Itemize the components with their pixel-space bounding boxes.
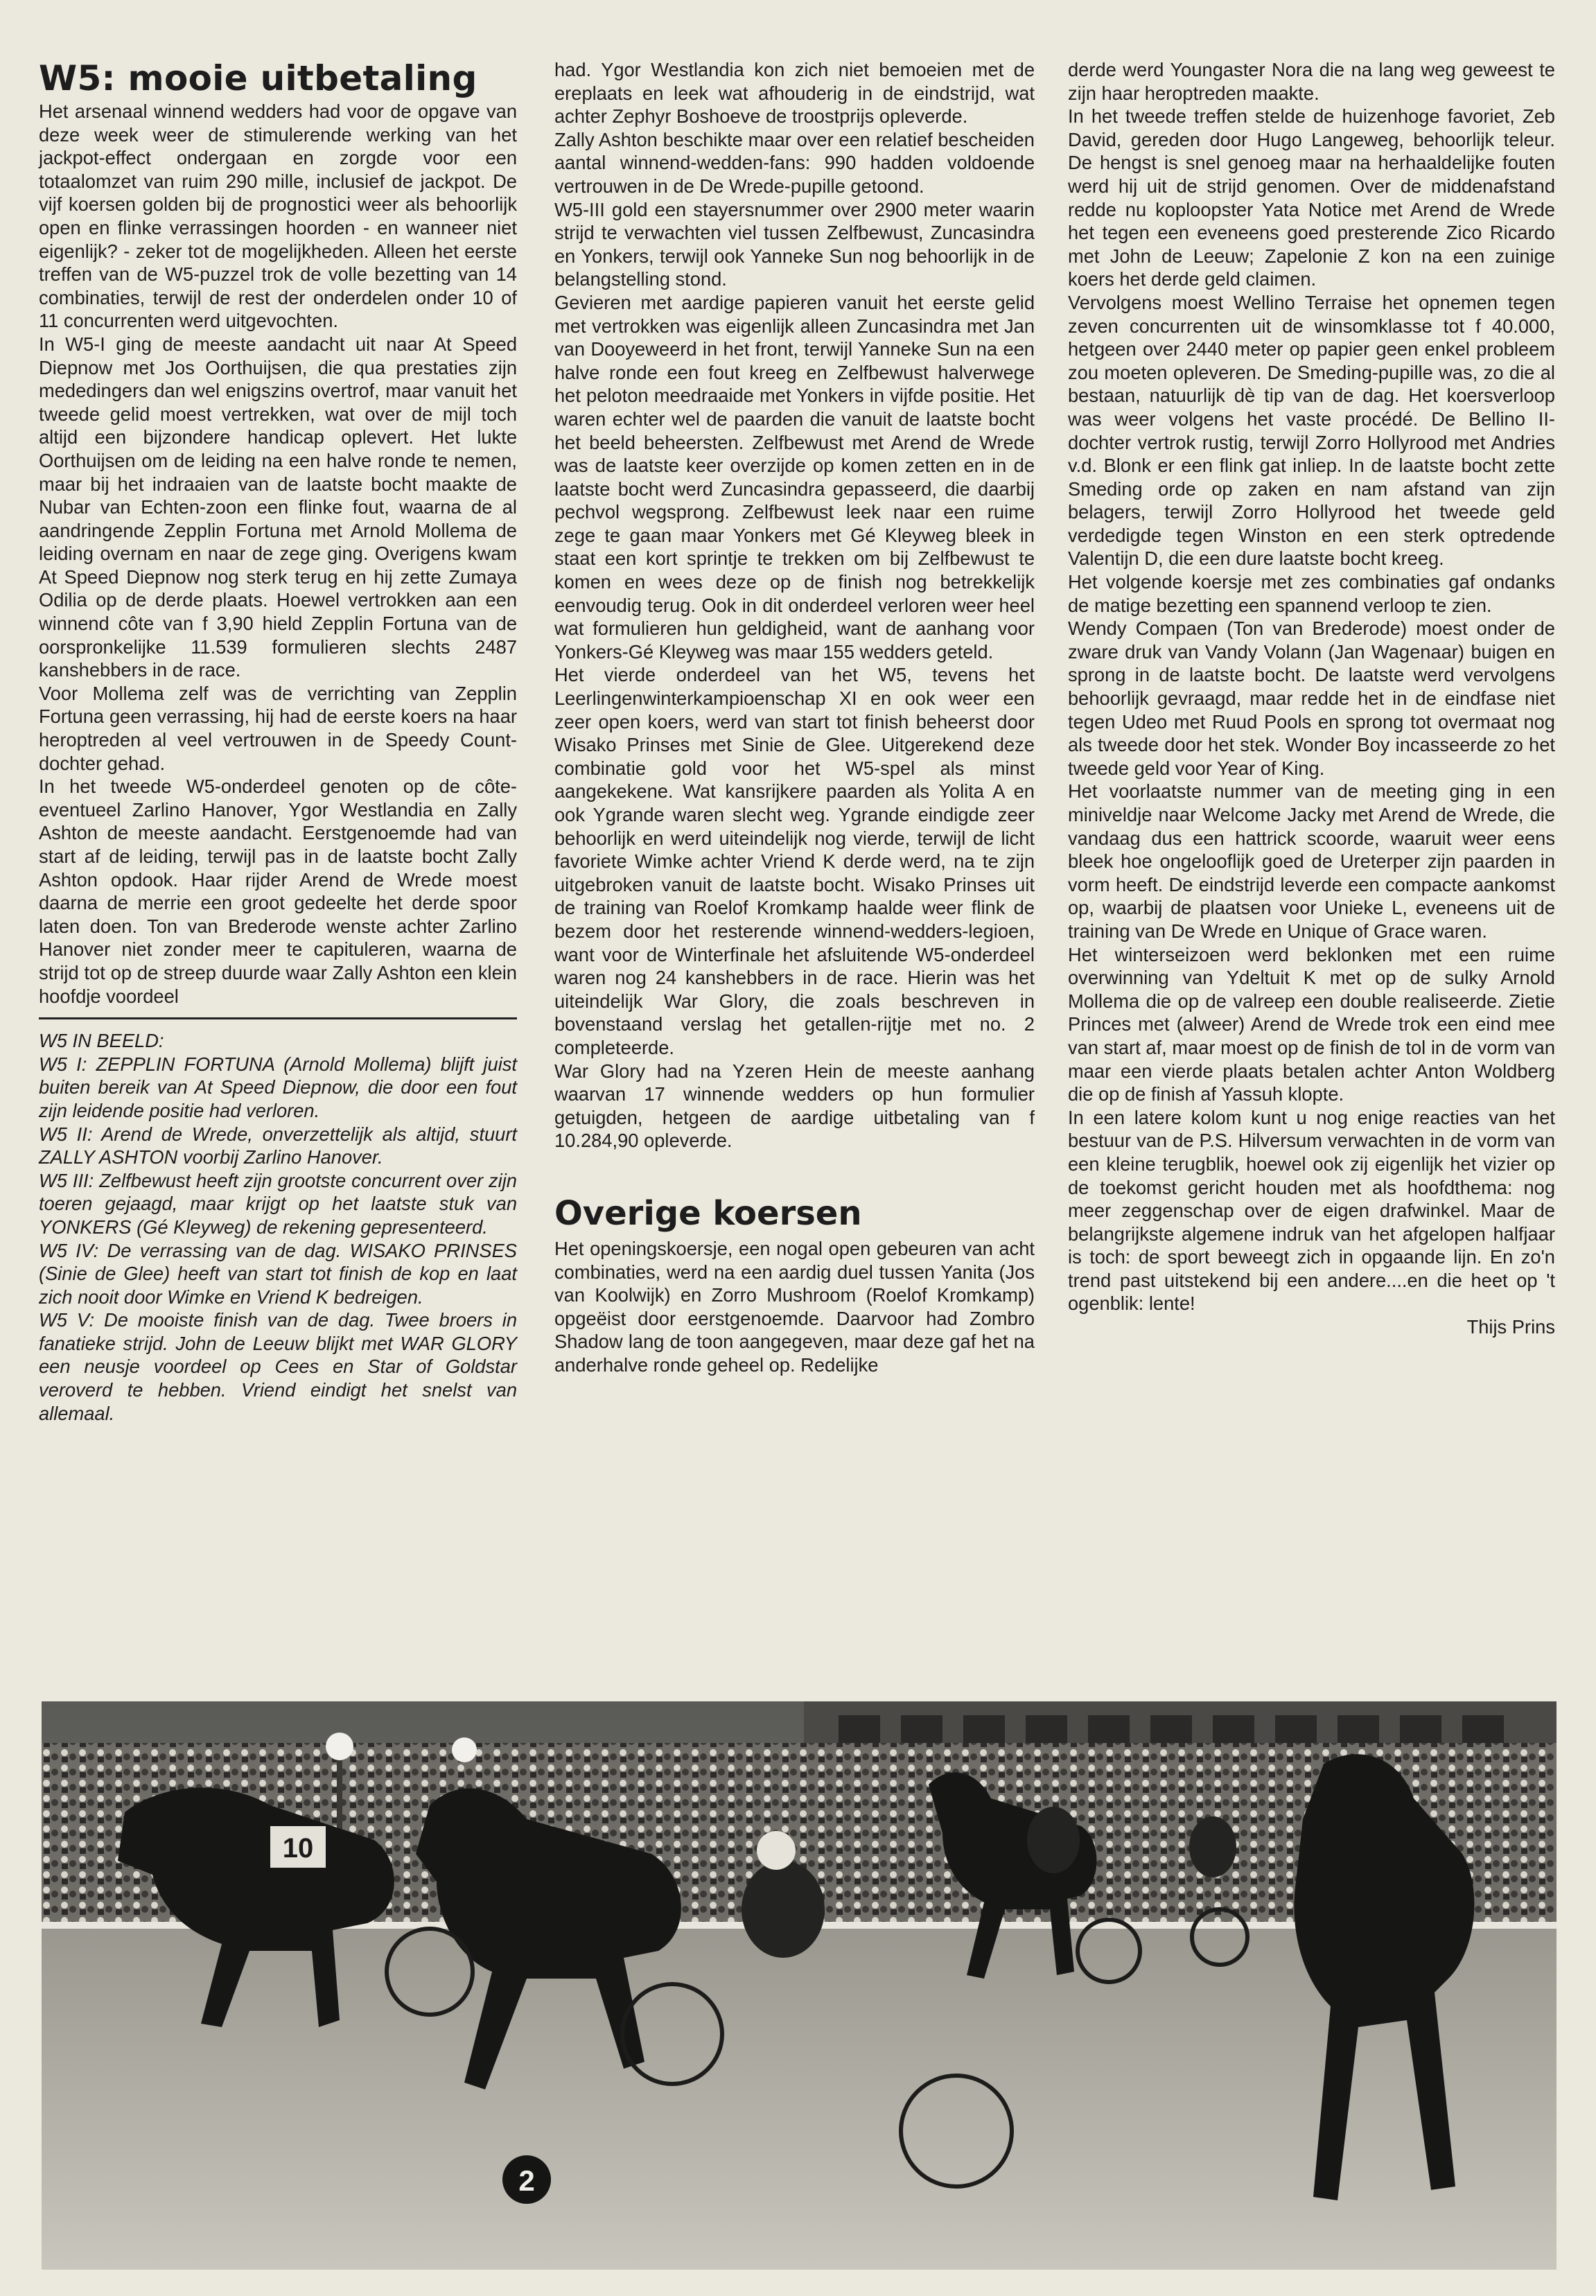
w5-in-beeld-box <box>39 1029 517 1425</box>
paragraph: Gevieren met aardige papieren vanuit het eerste gelid met vertrokken was eigenlijk alleen Zuncasindra met Jan van Dooyeweerd in het front, terwijl Yanneke Sun na een halve ronde een fout kreeg en Zelfbewust halverwege het peloton meedraaide met Yonkers in vijfde positie. Het waren echter wel de paarden die vanuit de laatste bocht het beeld beheersten. Zelfbewust met Arend de Wrede was de laatste keer overzijde op komen zetten en in de laatste bocht werd Zuncasindra gepasseerd, die daarbij pechvol wegsprong. Zelfbewust leek naar een ruime zege te gaan maar Yonkers met Gé Kleyweg bleek in staat een kort sprintje te trekken om bij Zelfbewust te komen en wees deze op de finish nog betrekkelijk eenvoudig terug. Ook in dit onderdeel verloren weer heel wat formulieren hun geldigheid, want de aanhang voor Yonkers-Gé Kleyweg was maar 155 wedders geteld. <box>554 291 1035 663</box>
section-subheadline: Overige koersen <box>554 1193 862 1233</box>
beeld-caption: W5 I: ZEPPLIN FORTUNA (Arnold Mollema) blijft juist buiten bereik van At Speed Diepnow, die door een fout zijn leidende positie had verloren. <box>39 1053 517 1121</box>
column-3 <box>1068 58 1555 1339</box>
paragraph: had. Ygor Westlandia kon zich niet bemoeien met de ereplaats en leek wat afhouderig in de eindstrijd, wat achter Zephyr Boshoeve de troostprijs opleverde. <box>554 59 1035 128</box>
beeld-caption: W5 IV: De verrassing van de dag. WISAKO PRINSES (Sinie de Glee) heeft van start tot finish de kop en laat zich nooit door Wimke en Vriend K bedreigen. <box>39 1239 517 1308</box>
paragraph: Wendy Compaen (Ton van Brederode) moest onder de zware druk van Vandy Volann (Jan Wagenaar) buigen en sprong in de laatste bocht. De laatste werd vervolgens behoorlijk gevraagd, maar redde het in de eindfase niet tegen Udeo met Ruud Pools en sprong tot overmaat nog als tweede door het stek. Wonder Boy incasseerde zo het tweede geld voor Year of King. <box>1068 617 1555 779</box>
paragraph: Vervolgens moest Wellino Terraise het opnemen tegen zeven concurrenten uit de winsomklasse tot f 40.000, hetgeen over 2440 meter op papier geen enkel probleem zou moeten opleveren. De Smeding-pupille was, zo die al bestaan, natuurlijk dè tip van de dag. Het koersverloop was weer volgens het vaste procédé. De Bellino II-dochter vertrok rustig, terwijl Zorro Hollyrood met Andries v.d. Blonk er een flink gat inliep. In de laatste bocht zette Smeding orde op zaken en nam afstand van zijn belagers, terwijl Zorro Hollyrood het tweede geld verdedigde tegen Winston en een sterk optredende Valentijn D, die een dure laatste bocht kreeg. <box>1068 291 1555 570</box>
photo-number-badge: 2 <box>518 2164 535 2197</box>
beeld-caption: W5 V: De mooiste finish van de dag. Twee broers in fanatieke strijd. John de Leeuw blijkt met WAR GLORY een neusje voordeel op Cees en Star of Goldstar veroverd te hebben. Vriend eindigt het snelst van allemaal. <box>39 1309 517 1424</box>
article-headline: W5: mooie uitbetaling <box>39 58 477 98</box>
paragraph: Het winterseizoen werd beklonken met een ruime overwinning van Ydeltuit K met op de sulky Arnold Mollema die op de valreep een double realiseerde. Zietie Princes met (alweer) Arend de Wrede trok een eind mee van start af, maar moest op de finish de tol in de vorm van maar een vierde plaats betalen achter Anton Woldberg die op de finish af Yassuh klopte. <box>1068 943 1555 1105</box>
column-2 <box>554 58 1035 1376</box>
column-1 <box>39 58 517 1425</box>
paragraph: Voor Mollema zelf was de verrichting van Zepplin Fortuna geen verrassing, hij had de eerste koers na haar heroptreden al veel vertrouwen in de Speedy Count-dochter gehad. <box>39 682 517 774</box>
paragraph: Het voorlaatste nummer van de meeting ging in een miniveldje naar Welcome Jacky met Arend de Wrede, die vandaag dus een hattrick scoorde, waaruit weer eens bleek hoe ongelooflijk goed de Ureterper zijn paarden in vorm heeft. De eindstrijd leverde een compacte aankomst op, waarbij de plaatsen voor Unieke L, eveneens uit de training van De Wrede en Unique of Grace waren. <box>1068 780 1555 942</box>
paragraph: In een latere kolom kunt u nog enige reacties van het bestuur van de P.S. Hilversum verwachten in de vorm van een kleine terugblik, hoewel ook zij eigenlijk het vizier op de toekomst gericht houden met als hoofdthema: nog meer zeggenschap over de eigen drafwinkel. Maar de belangrijkste algemene indruk van het afgelopen halfjaar is toch: de sport beweegt zich in opgaande lijn. En zo'n trend past uitstekend bij een andere....en die heet op 't ogenblik: lente! <box>1068 1106 1555 1315</box>
paragraph: Zally Ashton beschikte maar over een relatief bescheiden aantal winnend-wedden-fans: 990 hadden voldoende vertrouwen in de De Wrede-pupille getoond. <box>554 128 1035 197</box>
paragraph: Het volgende koersje met zes combinaties gaf ondanks de matige bezetting een spannend verloop te zien. <box>1068 571 1555 616</box>
beeld-heading: W5 IN BEELD: <box>39 1030 164 1052</box>
paragraph: In het tweede treffen stelde de huizenhoge favoriet, Zeb David, gereden door Hugo Langeweg, behoorlijk teleur. De hengst is snel genoeg maar na herhaaldelijke fouten werd hij uit de strijd genomen. Over de middenafstand redde nu koploopster Yata Notice met Arend de Wrede het tegen een eveneens goed presterende Zico Ricardo met John de Leeuw; Zapelonie Z kon na een zuinige koers het derde geld claimen. <box>1068 105 1555 290</box>
paragraph: War Glory had na Yzeren Hein de meeste aanhang waarvan 17 winnende wedders op hun formulier getuigden, hetgeen de aardige uitbetaling van f 10.284,90 opleverde. <box>554 1060 1035 1152</box>
beeld-caption: W5 II: Arend de Wrede, onverzettelijk als altijd, stuurt ZALLY ASHTON voorbij Zarlino Hanover. <box>39 1123 517 1168</box>
paragraph: Het vierde onderdeel van het W5, tevens het Leerlingenwinterkampioenschap XI en ook weer een zeer open koers, werd van start tot finish beheerst door Wisako Prinses met Sinie de Glee. Uitgerekend deze combinatie gold voor het W5-spel als minst aangekekene. Wat kansrijkere paarden als Yolita A en ook Ygrande waren slecht weg. Ygrande eindigde zeer behoorlijk en werd uiteindelijk nog vierde, terwijl de licht favoriete Wimke achter Vriend K derde werd, na te zijn uitgebroken vanuit de laatste bocht. Wisako Prinses uit de training van Roelof Kromkamp haalde weer flink de bezem door het resterende winnend-wedders-legioen, want voor de Winterfinale het afsluitende W5-onderdeel waren nog 24 kanshebbers in de race. Hierin was het uiteindelijk War Glory, die zoals beschreven in bovenstaand verslag het getallen-rijtje met no. 2 completeerde. <box>554 664 1035 1058</box>
paragraph: Het openingskoersje, een nogal open gebeuren van acht combinaties, werd na een aardig duel tussen Yanita (Jos van Koolwijk) en Zorro Mushroom (Roelof Kromkamp) opgeëist door eerstgenoemde. Daarvoor had Zombro Shadow lang de toon aangegeven, maar deze gaf het na anderhalve ronde geheel op. Redelijke <box>554 1237 1035 1376</box>
saddlecloth-number: 10 <box>282 1833 314 1864</box>
paragraph: In het tweede W5-onderdeel genoten op de côte-eventueel Zarlino Hanover, Ygor Westlandia en Zally Ashton de meeste aandacht. Eerstgenoemde had van start af de leiding, terwijl pas in de laatste bocht Zally Ashton opdook. Haar rijder Arend de Wrede moest daarna de merrie een groot gedeelte het derde spoor laten doen. Ton van Brederode wenste achter Zarlino Hanover niet zonder meer te capituleren, waarna de strijd tot op de streep duurde waar Zally Ashton een klein hoofdje voordeel <box>39 775 517 1007</box>
harness-racing-photo <box>42 1701 1556 2270</box>
author-signature: Thijs Prins <box>1466 1316 1555 1338</box>
paragraph: W5-III gold een stayersnummer over 2900 meter waarin strijd te verwachten viel tussen Zelfbewust, Zuncasindra en Yonkers, terwijl ook Yanneke Sun nog behoorlijk in de belangstelling stond. <box>554 198 1035 290</box>
beeld-caption: W5 III: Zelfbewust heeft zijn grootste concurrent over zijn toeren gejaagd, maar krijgt op het laatste stuk van YONKERS (Gé Kleyweg) de rekening gepresenteerd. <box>39 1169 517 1238</box>
paragraph: Het arsenaal winnend wedders had voor de opgave van deze week weer de stimulerende werking van het jackpot-effect ondergaan en zorgde voor een totaalomzet van ruim 290 mille, inclusief de jackpot. De vijf koersen golden bij de prognostici weer als behoorlijk open en flinke verrassingen hoorden - en wanneer niet eigenlijk? - zeker tot de mogelijkheden. Alleen het eerste treffen van de W5-puzzel trok de volle bezetting van 14 combinaties, terwijl de rest der onderdelen onder 10 of 11 concurrenten werd uitgevochten. <box>39 100 517 332</box>
paragraph: In W5-I ging de meeste aandacht uit naar At Speed Diepnow met Jos Oorthuijsen, die qua prestaties zijn mededingers dan wel enigszins overtrof, maar vanuit het tweede gelid moest vertrekken, wat over de mijl toch altijd een bijzondere handicap oplevert. Het lukte Oorthuijsen om de leiding na een halve ronde te nemen, maar bij het indraaien van de laatste bocht maakte de Nubar van Echten-zoon een flinke fout, waarna de al aandringende Zepplin Fortuna met Arnold Mollema de leiding overnam en naar de zege ging. Overigens kwam At Speed Diepnow nog sterk terug en hij zette Zumaya Odilia op de derde plaats. Hoewel vertrokken aan een winnend côte van f 3,90 hield Zepplin Fortuna van de oorspronkelijke 11.539 formulieren slechts 2487 kanshebbers in de race. <box>39 333 517 681</box>
divider-rule <box>39 1017 517 1019</box>
paragraph: derde werd Youngaster Nora die na lang weg geweest te zijn haar heroptreden maakte. <box>1068 59 1555 104</box>
